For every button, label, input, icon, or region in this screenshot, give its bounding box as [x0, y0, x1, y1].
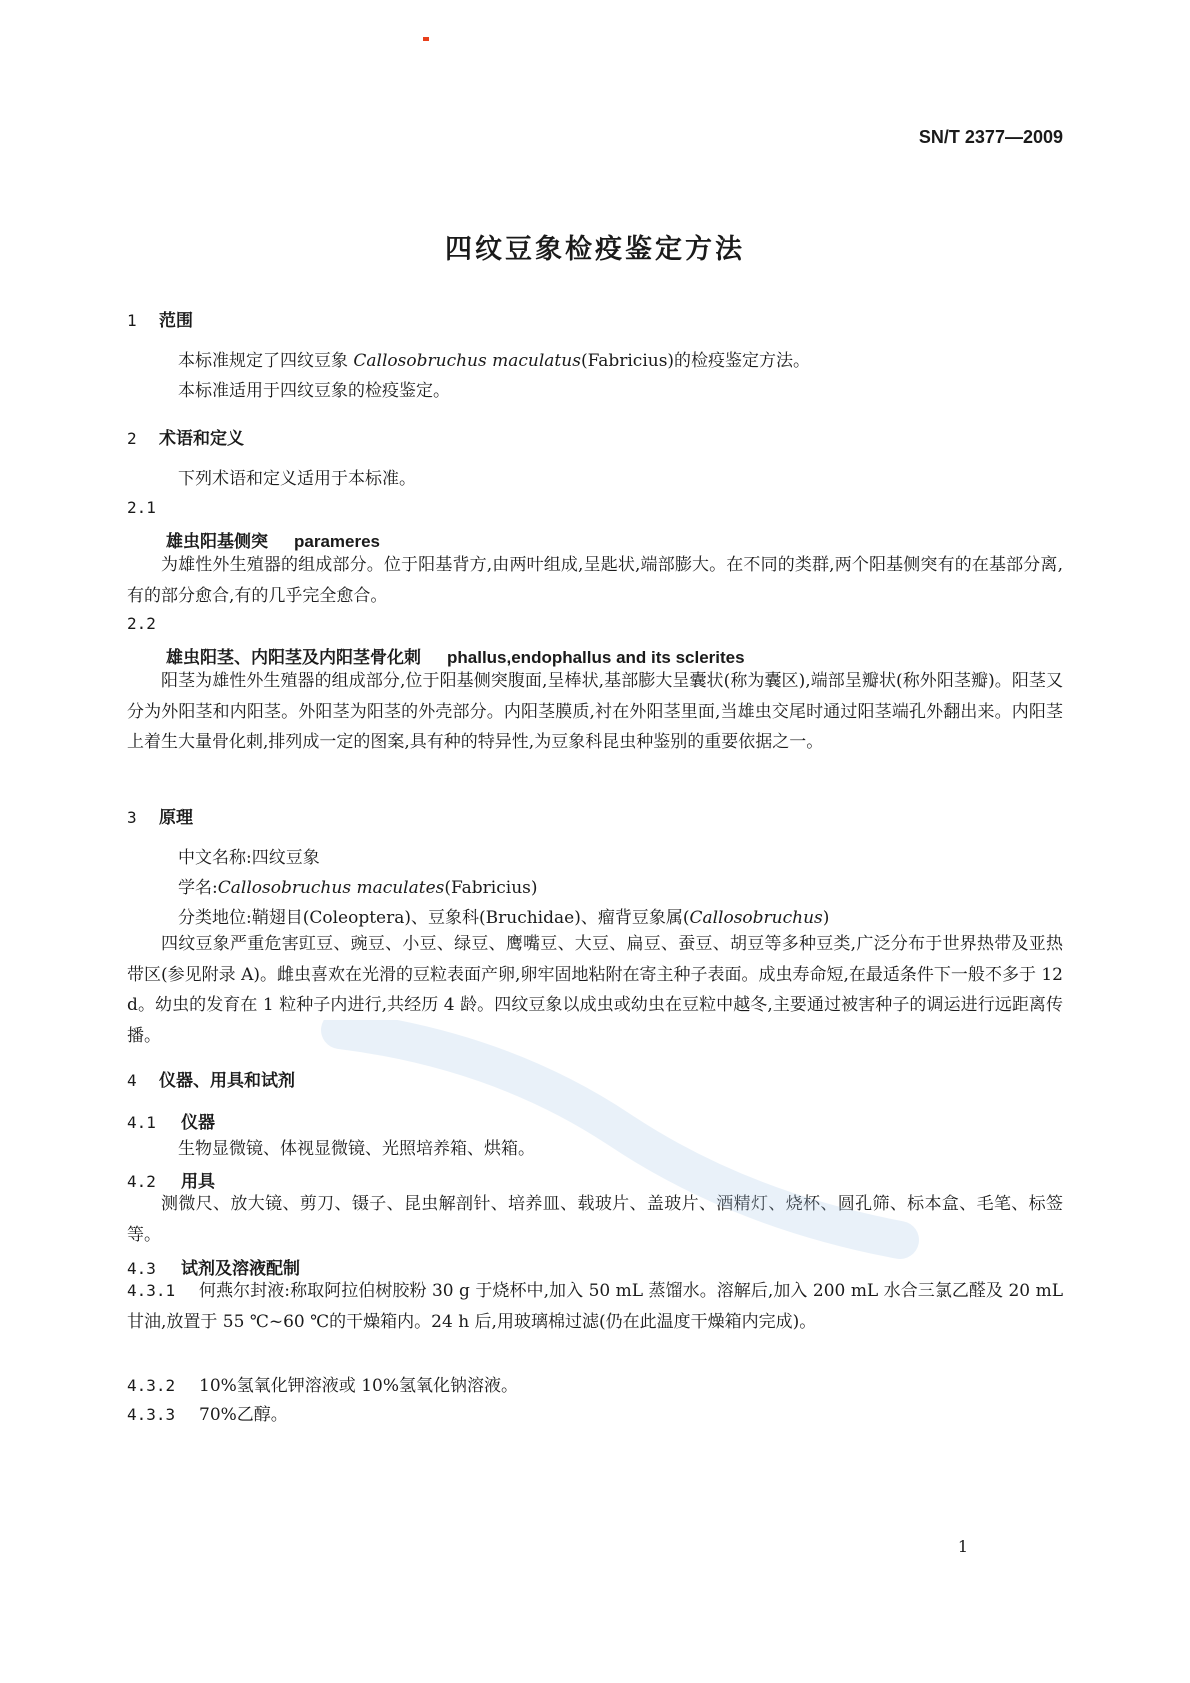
term-definition: 阳茎为雄性外生殖器的组成部分,位于阳基侧突腹面,呈棒状,基部膨大呈囊状(称为囊区),端部呈瓣状(称外阳茎瓣)。阳茎又分为外阳茎和内阳茎。外阳茎为阳茎的外壳部分。内阳茎膜质,衬在外阳茎里面,当雄虫交尾时通过阳茎端孔外翻出来。内阳茎上着生大量骨化刺,排列成一定的图案,具有种的特异性,为豆象科昆虫种鉴别的重要依据之一。 [127, 671, 1063, 752]
instruments-list: 生物显微镜、体视显微镜、光照培养箱、烘箱。 [178, 1139, 535, 1159]
item-number: 4.3.1 [127, 1281, 176, 1300]
item-text: 70%乙醇。 [199, 1405, 288, 1425]
scientific-name [178, 873, 538, 903]
item-text: 10%氢氧化钾溶液或 10%氢氧化钠溶液。 [199, 1376, 518, 1396]
item-number: 4.3.2 [127, 1376, 176, 1395]
subsection-number: 4.2 [127, 1172, 156, 1191]
text-run: 分类地位:鞘翅目(Coleoptera)、豆象科(Bruchidae)、瘤背豆象属( [178, 908, 690, 928]
section-number: 2 [127, 429, 137, 448]
section-heading-1 [127, 306, 193, 331]
term-definition: 为雄性外生殖器的组成部分。位于阳基背方,由两叶组成,呈匙状,端部膨大。在不同的类群,两个阳基侧突有的在基部分离,有的部分愈合,有的几乎完全愈合。 [127, 555, 1063, 606]
scope-paragraph-2: 本标准适用于四纹豆象的检疫鉴定。 [178, 381, 450, 401]
genus-name: Callosobruchus [689, 908, 823, 928]
term-heading [166, 643, 745, 668]
item-number: 4.3.3 [127, 1405, 176, 1424]
section-title: 仪器、用具和试剂 [159, 1071, 295, 1090]
term-chinese: 雄虫阳茎、内阳茎及内阳茎骨化刺 [166, 648, 421, 667]
section-heading-3 [127, 803, 193, 828]
subsection-title: 试剂及溶液配制 [181, 1259, 300, 1278]
section-heading-4 [127, 1066, 295, 1091]
text-run: (Fabricius)的检疫鉴定方法。 [580, 351, 811, 371]
subsection-heading-4-1 [127, 1108, 215, 1133]
section-number: 4 [127, 1071, 137, 1090]
text-run: ) [822, 908, 830, 928]
subsection-number: 4.3 [127, 1259, 156, 1278]
principle-paragraph: 四纹豆象严重危害豇豆、豌豆、小豆、绿豆、鹰嘴豆、大豆、扁豆、蚕豆、胡豆等多种豆类,广泛分布于世界热带及亚热带区(参见附录 A)。雌虫喜欢在光滑的豆粒表面产卵,卵牢固地粘附在寄主种子表面。成虫寿命短,在最适条件下一般不多于 12 d。幼虫的发育在 1 粒种子内进行,共经历 4 龄。四纹豆象以成虫或幼虫在豆粒中越冬,主要通过被害种子的调运进行远距离传播。 [127, 934, 1063, 1046]
reagent-item-4-3-1 [127, 1276, 1063, 1337]
term-number: 2.1 [127, 498, 156, 517]
text-run: 学名: [178, 878, 218, 898]
term-english: phallus,endophallus and its sclerites [447, 648, 745, 667]
species-name: Callosobruchus maculatus [353, 351, 581, 371]
term-chinese: 雄虫阳基侧突 [166, 532, 268, 551]
chinese-name: 中文名称:四纹豆象 [178, 848, 320, 868]
page-number: 1 [957, 1537, 968, 1556]
reagent-item-4-3-2 [127, 1371, 518, 1401]
standard-code: SN/T 2377—2009 [918, 127, 1063, 147]
reagent-item-4-3-3 [127, 1400, 288, 1430]
section-number: 1 [127, 311, 137, 330]
text-run: 本标准规定了四纹豆象 [178, 351, 354, 371]
document-title: 四纹豆象检疫鉴定方法 [445, 234, 745, 264]
subsection-title: 用具 [181, 1172, 215, 1191]
term-number: 2.2 [127, 614, 156, 633]
species-name: Callosobruchus maculates [217, 878, 445, 898]
scope-paragraph-1 [178, 346, 810, 376]
subsection-title: 仪器 [181, 1113, 215, 1132]
section-title: 原理 [159, 808, 193, 827]
section-title: 范围 [159, 311, 193, 330]
text-run: (Fabricius) [444, 878, 538, 898]
section-number: 3 [127, 808, 137, 827]
term-heading [166, 527, 380, 552]
section-heading-2 [127, 424, 244, 449]
orange-mark [423, 37, 429, 41]
term-english: parameres [294, 532, 381, 551]
terms-intro: 下列术语和定义适用于本标准。 [178, 469, 416, 489]
subsection-number: 4.1 [127, 1113, 156, 1132]
tools-list: 测微尺、放大镜、剪刀、镊子、昆虫解剖针、培养皿、载玻片、盖玻片、酒精灯、烧杯、圆孔筛、标本盒、毛笔、标签等。 [127, 1194, 1063, 1245]
item-text: 何燕尔封液:称取阿拉伯树胶粉 30 g 于烧杯中,加入 50 mL 蒸馏水。溶解后,加入 200 mL 水合三氯乙醛及 20 mL 甘油,放置于 55 ℃~60 ℃的干燥箱内。24 h 后,用玻璃棉过滤(仍在此温度干燥箱内完成)。 [127, 1281, 1063, 1332]
section-title: 术语和定义 [159, 429, 244, 448]
